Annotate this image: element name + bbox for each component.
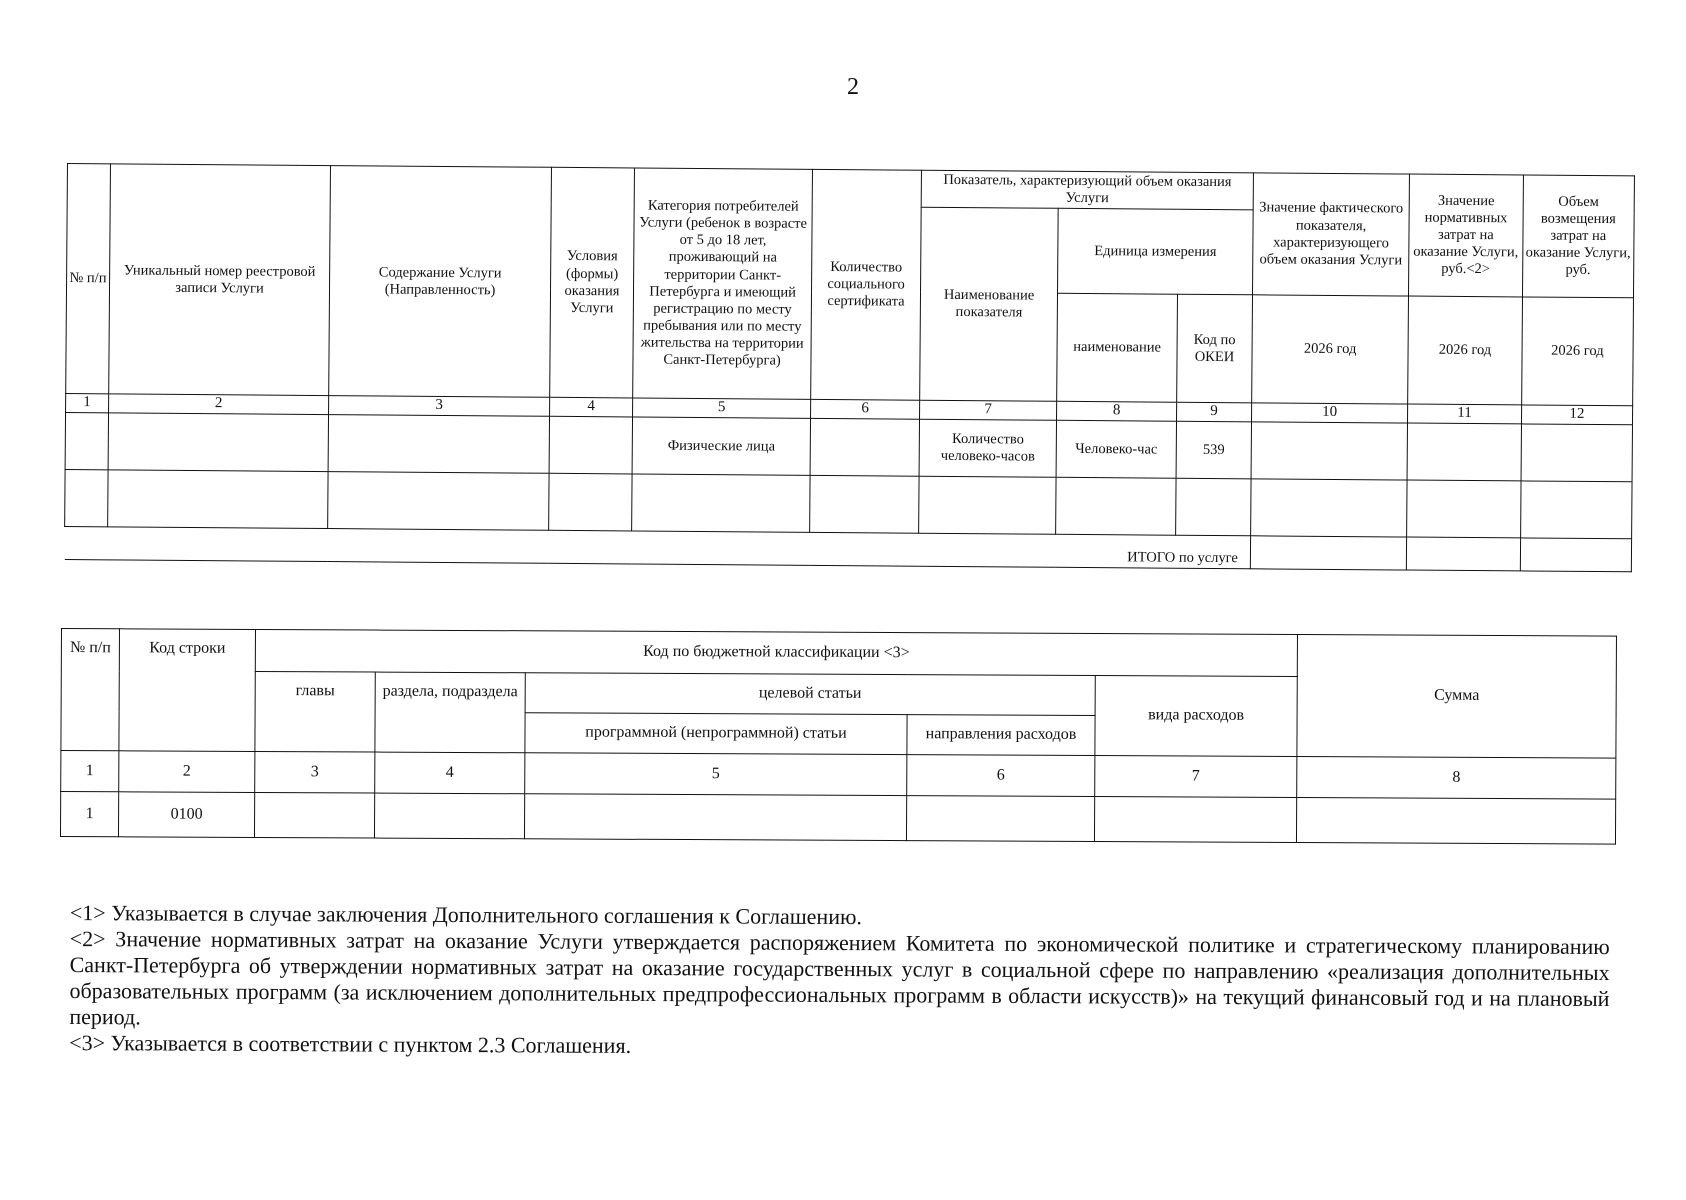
header-year-normative: 2026 год [1408, 296, 1522, 405]
cell-normative-costs [1407, 423, 1521, 481]
column-number: 10 [1251, 403, 1407, 423]
header-section: раздела, подраздела [375, 672, 525, 753]
column-number: 4 [549, 398, 633, 418]
page-number: 2 [847, 74, 859, 100]
header-row-code: Код строки [119, 629, 256, 752]
header-indicator-group: Показатель, характеризующий объем оказания Услуги [921, 170, 1253, 210]
footnote: <2> Значение нормативных затрат на оказание Услуги утверждается распоряжением Комитета по экономической политике и стратегическому планированию Санкт-Петербурга об утверждении нормативных затрат на оказание государственных услуг в социальной сфере по направлению «реализация дополнительных образовательных программ (за исключением дополнительных предпрофессиональных программ в области искусств)» на текущий финансовый год и на плановый период. [69, 925, 1610, 1030]
header-actual-value: Значение фактического показателя, характеризующего объем оказания Услуги [1252, 173, 1409, 296]
cell-row-code: 0100 [118, 792, 254, 838]
header-program-article: программной (непрограммной) статьи [525, 713, 907, 755]
header-sum: Сумма [1297, 635, 1617, 759]
cell-chapter [254, 792, 374, 838]
cell-expense-direction [906, 796, 1094, 842]
column-number: 6 [810, 400, 919, 420]
cell-expense-type [1094, 797, 1296, 843]
cell-actual-value [1251, 422, 1408, 480]
table-row [60, 792, 1615, 845]
column-number: 3 [255, 751, 375, 793]
header-service-conditions: Условия (формы) оказания Услуги [549, 167, 634, 398]
total-compensation-volume [1520, 538, 1632, 572]
header-consumer-category: Категория потребителей Услуги (ребенок в возрасте от 5 до 18 лет, проживающий на территории Санкт-Петербурга и имеющий регистрацию по месту пребывания или по месту жительства на территории Санкт-Петербурга) [633, 168, 812, 400]
cell-section [374, 793, 524, 839]
footnotes [69, 900, 1610, 1064]
footnote: <3> Указывается в соответствии с пунктом 2.3 Соглашения. [69, 1029, 632, 1058]
column-number: 5 [525, 753, 907, 796]
cell-indicator-name: Количество человеко-часов [919, 419, 1056, 477]
header-okei-code: Код по ОКЕИ [1177, 294, 1253, 403]
cell-unit-name: Человеко-час [1056, 420, 1176, 478]
column-number: 3 [329, 396, 550, 417]
column-number: 4 [375, 752, 525, 794]
total-label: ИТОГО по услуге [64, 527, 1250, 569]
column-number: 7 [920, 400, 1057, 420]
header-compensation-volume: Объем возмещения затрат на оказание Услуги, руб. [1522, 175, 1634, 298]
total-normative-costs [1407, 537, 1521, 571]
cell-sum [1297, 798, 1616, 845]
cell-consumer-category: Физические лица [632, 417, 810, 475]
column-number: 5 [633, 398, 811, 418]
header-chapter: главы [255, 671, 375, 752]
cell-service-conditions [549, 417, 633, 475]
header-service-content: Содержание Услуги (Направленность) [329, 166, 551, 398]
header-expense-direction: направления расходов [907, 715, 1095, 756]
header-registry-number: Уникальный номер реестровой записи Услуги [108, 164, 330, 396]
header-unit-name: наименование [1057, 294, 1178, 403]
cell-compensation-volume [1521, 424, 1633, 482]
header-indicator-name: Наименование показателя [920, 207, 1059, 401]
header-certificate-count: Количество социального сертификата [811, 169, 922, 400]
column-number: 1 [66, 394, 109, 413]
cell-num [65, 413, 108, 470]
header-num: № п/п [66, 164, 111, 395]
header-year-compensation: 2026 год [1521, 297, 1633, 406]
column-number: 7 [1095, 756, 1297, 798]
cell-certificate-count [810, 419, 920, 477]
column-number: 6 [907, 755, 1095, 797]
cell-program-article [524, 794, 906, 841]
column-number: 8 [1057, 401, 1177, 421]
column-number: 2 [108, 394, 329, 415]
cell-registry-number [108, 413, 329, 472]
header-unit-group: Единица измерения [1058, 209, 1253, 296]
cell-okei-code: 539 [1176, 421, 1251, 479]
header-year-actual: 2026 год [1252, 295, 1409, 404]
header-num: № п/п [61, 629, 120, 751]
total-actual-value [1250, 536, 1407, 570]
cell-num: 1 [60, 792, 118, 837]
header-target-article: целевой статьи [525, 673, 1095, 716]
footnote: <1> Указывается в случае заключения Дополнительного соглашения к Соглашению. [69, 900, 863, 930]
column-number: 12 [1521, 405, 1632, 425]
column-number: 1 [61, 751, 119, 792]
cell-service-content [328, 415, 549, 474]
header-normative-costs: Значение нормативных затрат на оказание Услуги, руб.<2> [1409, 174, 1523, 297]
header-budget-classification: Код по бюджетной классификации <3> [255, 629, 1297, 676]
service-volume-table [64, 163, 1635, 573]
budget-classification-table [60, 628, 1617, 845]
column-number: 8 [1297, 757, 1616, 800]
column-number: 9 [1176, 402, 1251, 422]
header-expense-type: вида расходов [1095, 676, 1297, 757]
column-number: 11 [1408, 404, 1522, 424]
column-number: 2 [119, 751, 255, 793]
